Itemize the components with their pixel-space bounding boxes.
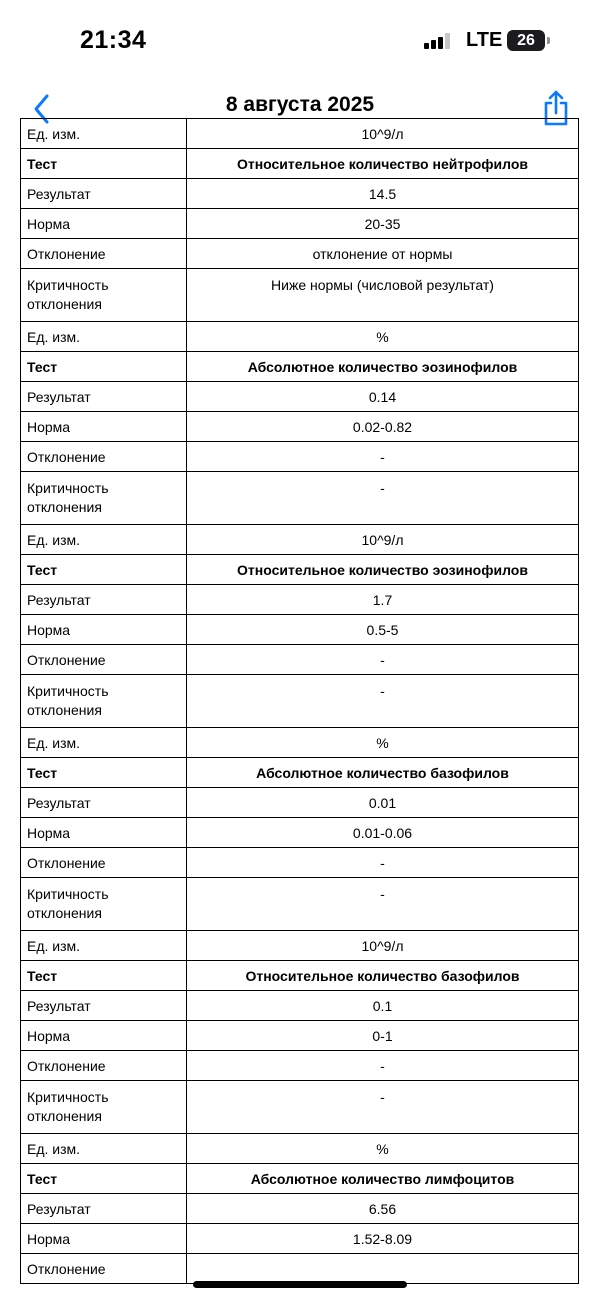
row-label: Отклонение xyxy=(21,1051,187,1081)
row-value: Абсолютное количество эозинофилов xyxy=(187,352,579,382)
row-label: Тест xyxy=(21,149,187,179)
row-label: Тест xyxy=(21,1164,187,1194)
row-label: Критичность отклонения xyxy=(21,269,187,322)
table-row xyxy=(21,322,579,352)
battery-tip xyxy=(547,37,550,44)
table-row-test xyxy=(21,149,579,179)
table-row xyxy=(21,1194,579,1224)
row-label: Тест xyxy=(21,961,187,991)
table-row xyxy=(21,788,579,818)
row-label: Ед. изм. xyxy=(21,1134,187,1164)
row-value: 0-1 xyxy=(187,1021,579,1051)
row-label: Норма xyxy=(21,412,187,442)
row-label: Критичность отклонения xyxy=(21,878,187,931)
results-table xyxy=(20,118,579,1284)
table-row xyxy=(21,179,579,209)
table-row-test xyxy=(21,1164,579,1194)
table-row xyxy=(21,1134,579,1164)
table-row xyxy=(21,728,579,758)
table-row xyxy=(21,119,579,149)
table-row xyxy=(21,525,579,555)
row-label: Отклонение xyxy=(21,442,187,472)
row-label: Результат xyxy=(21,585,187,615)
row-label: Тест xyxy=(21,758,187,788)
row-label: Результат xyxy=(21,179,187,209)
row-value: - xyxy=(187,645,579,675)
row-label: Отклонение xyxy=(21,1254,187,1284)
row-value: 10^9/л xyxy=(187,931,579,961)
table-row xyxy=(21,1224,579,1254)
table-row xyxy=(21,645,579,675)
row-value: 20-35 xyxy=(187,209,579,239)
row-label: Норма xyxy=(21,209,187,239)
row-value: - xyxy=(187,878,579,931)
row-label: Ед. изм. xyxy=(21,931,187,961)
page-title: 8 августа 2025 xyxy=(225,93,375,116)
table-row xyxy=(21,209,579,239)
table-row xyxy=(21,382,579,412)
row-label: Отклонение xyxy=(21,239,187,269)
row-label: Норма xyxy=(21,1021,187,1051)
row-label: Результат xyxy=(21,991,187,1021)
row-value: 0.14 xyxy=(187,382,579,412)
results-table-container[interactable] xyxy=(0,125,600,1277)
table-row xyxy=(21,1051,579,1081)
table-row xyxy=(21,1081,579,1134)
row-label: Норма xyxy=(21,1224,187,1254)
row-value: 1.52-8.09 xyxy=(187,1224,579,1254)
row-label: Ед. изм. xyxy=(21,119,187,149)
row-label: Результат xyxy=(21,788,187,818)
row-label: Результат xyxy=(21,1194,187,1224)
row-value: - xyxy=(187,472,579,525)
table-row xyxy=(21,675,579,728)
row-value: Абсолютное количество лимфоцитов xyxy=(187,1164,579,1194)
status-time: 21:34 xyxy=(80,26,147,54)
row-label: Критичность отклонения xyxy=(21,1081,187,1134)
row-value: 0.5-5 xyxy=(187,615,579,645)
home-indicator[interactable] xyxy=(193,1281,407,1288)
row-value: отклонение от нормы xyxy=(187,239,579,269)
row-value: % xyxy=(187,1134,579,1164)
row-label: Норма xyxy=(21,615,187,645)
table-row xyxy=(21,412,579,442)
network-type: LTE xyxy=(466,29,503,51)
row-value xyxy=(187,1254,579,1284)
row-label: Тест xyxy=(21,555,187,585)
table-row xyxy=(21,818,579,848)
row-label: Ед. изм. xyxy=(21,322,187,352)
row-value: Относительное количество эозинофилов xyxy=(187,555,579,585)
table-row xyxy=(21,1254,579,1284)
table-row xyxy=(21,442,579,472)
row-label: Ед. изм. xyxy=(21,728,187,758)
row-value: Относительное количество базофилов xyxy=(187,961,579,991)
row-value: 10^9/л xyxy=(187,119,579,149)
table-row xyxy=(21,615,579,645)
status-bar xyxy=(0,0,600,80)
table-row xyxy=(21,991,579,1021)
row-value: - xyxy=(187,1051,579,1081)
row-value: 6.56 xyxy=(187,1194,579,1224)
table-row xyxy=(21,931,579,961)
row-value: - xyxy=(187,848,579,878)
cellular-signal-icon xyxy=(424,33,454,49)
table-row xyxy=(21,585,579,615)
row-value: 1.7 xyxy=(187,585,579,615)
row-label: Критичность отклонения xyxy=(21,675,187,728)
row-label: Тест xyxy=(21,352,187,382)
row-value: 14.5 xyxy=(187,179,579,209)
table-row-test xyxy=(21,961,579,991)
row-value: - xyxy=(187,675,579,728)
table-row xyxy=(21,1021,579,1051)
table-row xyxy=(21,878,579,931)
row-label: Норма xyxy=(21,818,187,848)
row-label: Критичность отклонения xyxy=(21,472,187,525)
row-value: 0.01 xyxy=(187,788,579,818)
table-row-test xyxy=(21,758,579,788)
row-value: 0.01-0.06 xyxy=(187,818,579,848)
row-value: Абсолютное количество базофилов xyxy=(187,758,579,788)
row-value: 0.1 xyxy=(187,991,579,1021)
table-row xyxy=(21,472,579,525)
row-value: 0.02-0.82 xyxy=(187,412,579,442)
row-label: Результат xyxy=(21,382,187,412)
row-label: Отклонение xyxy=(21,848,187,878)
table-row-test xyxy=(21,352,579,382)
row-value: 10^9/л xyxy=(187,525,579,555)
row-value: - xyxy=(187,442,579,472)
row-value: % xyxy=(187,728,579,758)
battery-icon: 26 xyxy=(507,30,545,51)
table-row xyxy=(21,269,579,322)
table-row xyxy=(21,239,579,269)
row-label: Ед. изм. xyxy=(21,525,187,555)
row-value: Ниже нормы (числовой результат) xyxy=(187,269,579,322)
row-value: Относительное количество нейтрофилов xyxy=(187,149,579,179)
table-row xyxy=(21,848,579,878)
row-value: - xyxy=(187,1081,579,1134)
row-value: % xyxy=(187,322,579,352)
row-label: Отклонение xyxy=(21,645,187,675)
table-row-test xyxy=(21,555,579,585)
